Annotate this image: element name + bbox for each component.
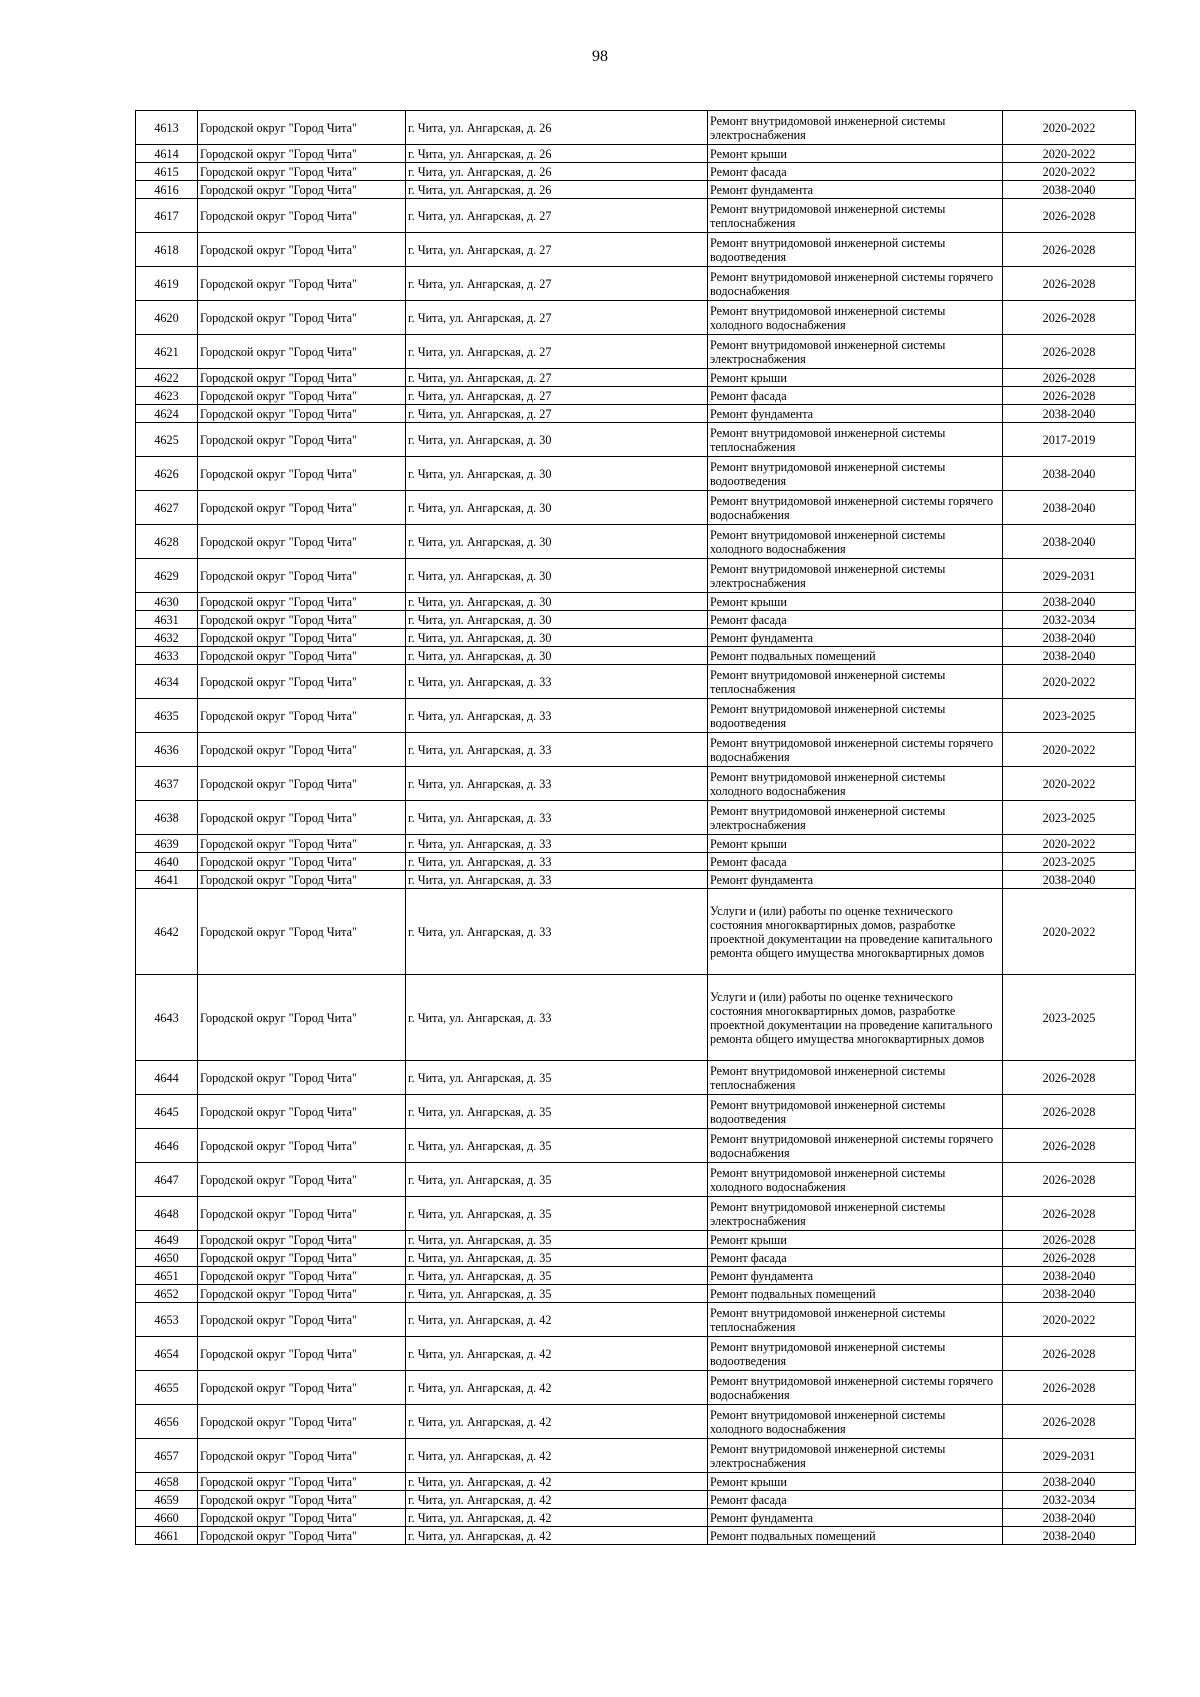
period-cell: 2026-2028: [1003, 335, 1136, 369]
work-type-cell: Ремонт внутридомовой инженерной системы водоотведения: [708, 1095, 1003, 1129]
address-cell: г. Чита, ул. Ангарская, д. 33: [406, 801, 708, 835]
period-cell: 2038-2040: [1003, 1267, 1136, 1285]
table-row: [136, 1337, 1136, 1371]
work-type-cell: Ремонт фундамента: [708, 871, 1003, 889]
table-row: [136, 871, 1136, 889]
row-number-cell: 4654: [136, 1337, 198, 1371]
row-number-cell: 4614: [136, 145, 198, 163]
municipality-cell: Городской округ "Город Чита": [198, 1303, 406, 1337]
period-cell: 2026-2028: [1003, 233, 1136, 267]
address-cell: г. Чита, ул. Ангарская, д. 26: [406, 181, 708, 199]
municipality-cell: Городской округ "Город Чита": [198, 629, 406, 647]
period-cell: 2020-2022: [1003, 733, 1136, 767]
work-type-cell: Услуги и (или) работы по оценке технического состояния многоквартирных домов, разработке проектной документации на проведение капитального ремонта общего имущества многоквартирных домов: [708, 889, 1003, 975]
work-type-cell: Ремонт крыши: [708, 369, 1003, 387]
table-row: [136, 457, 1136, 491]
municipality-cell: Городской округ "Город Чита": [198, 1491, 406, 1509]
period-cell: 2026-2028: [1003, 1095, 1136, 1129]
row-number-cell: 4657: [136, 1439, 198, 1473]
work-type-cell: Ремонт крыши: [708, 1231, 1003, 1249]
table-row: [136, 369, 1136, 387]
table-row: [136, 975, 1136, 1061]
municipality-cell: Городской округ "Город Чита": [198, 647, 406, 665]
period-cell: 2038-2040: [1003, 1509, 1136, 1527]
row-number-cell: 4635: [136, 699, 198, 733]
municipality-cell: Городской округ "Город Чита": [198, 611, 406, 629]
row-number-cell: 4630: [136, 593, 198, 611]
row-number-cell: 4618: [136, 233, 198, 267]
table-row: [136, 267, 1136, 301]
municipality-cell: Городской округ "Город Чита": [198, 1405, 406, 1439]
period-cell: 2038-2040: [1003, 1527, 1136, 1545]
municipality-cell: Городской округ "Город Чита": [198, 1129, 406, 1163]
period-cell: 2038-2040: [1003, 647, 1136, 665]
row-number-cell: 4649: [136, 1231, 198, 1249]
table-row: [136, 525, 1136, 559]
table-row: [136, 1439, 1136, 1473]
municipality-cell: Городской округ "Город Чита": [198, 559, 406, 593]
table-row: [136, 1249, 1136, 1267]
work-type-cell: Ремонт фундамента: [708, 629, 1003, 647]
address-cell: г. Чита, ул. Ангарская, д. 27: [406, 233, 708, 267]
municipality-cell: Городской округ "Город Чита": [198, 1509, 406, 1527]
period-cell: 2020-2022: [1003, 767, 1136, 801]
table-row: [136, 233, 1136, 267]
municipality-cell: Городской округ "Город Чита": [198, 835, 406, 853]
municipality-cell: Городской округ "Город Чита": [198, 871, 406, 889]
address-cell: г. Чита, ул. Ангарская, д. 26: [406, 145, 708, 163]
table-row: [136, 1231, 1136, 1249]
address-cell: г. Чита, ул. Ангарская, д. 42: [406, 1439, 708, 1473]
period-cell: 2020-2022: [1003, 1303, 1136, 1337]
address-cell: г. Чита, ул. Ангарская, д. 30: [406, 559, 708, 593]
period-cell: 2038-2040: [1003, 871, 1136, 889]
table-row: [136, 423, 1136, 457]
table-row: [136, 111, 1136, 145]
address-cell: г. Чита, ул. Ангарская, д. 30: [406, 491, 708, 525]
row-number-cell: 4624: [136, 405, 198, 423]
table-row: [136, 647, 1136, 665]
row-number-cell: 4636: [136, 733, 198, 767]
work-type-cell: Ремонт внутридомовой инженерной системы электроснабжения: [708, 801, 1003, 835]
row-number-cell: 4648: [136, 1197, 198, 1231]
period-cell: 2023-2025: [1003, 975, 1136, 1061]
work-type-cell: Ремонт внутридомовой инженерной системы горячего водоснабжения: [708, 733, 1003, 767]
address-cell: г. Чита, ул. Ангарская, д. 30: [406, 593, 708, 611]
row-number-cell: 4660: [136, 1509, 198, 1527]
work-type-cell: Ремонт внутридомовой инженерной системы холодного водоснабжения: [708, 525, 1003, 559]
work-type-cell: Ремонт внутридомовой инженерной системы водоотведения: [708, 457, 1003, 491]
period-cell: 2026-2028: [1003, 1371, 1136, 1405]
address-cell: г. Чита, ул. Ангарская, д. 42: [406, 1405, 708, 1439]
period-cell: 2023-2025: [1003, 699, 1136, 733]
work-type-cell: Ремонт внутридомовой инженерной системы электроснабжения: [708, 559, 1003, 593]
municipality-cell: Городской округ "Город Чита": [198, 491, 406, 525]
table-row: [136, 1095, 1136, 1129]
row-number-cell: 4652: [136, 1285, 198, 1303]
period-cell: 2032-2034: [1003, 1491, 1136, 1509]
municipality-cell: Городской округ "Город Чита": [198, 1231, 406, 1249]
work-type-cell: Ремонт крыши: [708, 1473, 1003, 1491]
period-cell: 2029-2031: [1003, 559, 1136, 593]
period-cell: 2026-2028: [1003, 301, 1136, 335]
municipality-cell: Городской округ "Город Чита": [198, 1163, 406, 1197]
row-number-cell: 4633: [136, 647, 198, 665]
period-cell: 2020-2022: [1003, 163, 1136, 181]
municipality-cell: Городской округ "Город Чита": [198, 525, 406, 559]
work-type-cell: Ремонт фундамента: [708, 181, 1003, 199]
municipality-cell: Городской округ "Город Чита": [198, 1197, 406, 1231]
address-cell: г. Чита, ул. Ангарская, д. 30: [406, 611, 708, 629]
address-cell: г. Чита, ул. Ангарская, д. 26: [406, 111, 708, 145]
row-number-cell: 4622: [136, 369, 198, 387]
work-type-cell: Ремонт фасада: [708, 1491, 1003, 1509]
period-cell: 2026-2028: [1003, 1337, 1136, 1371]
table-row: [136, 1509, 1136, 1527]
row-number-cell: 4631: [136, 611, 198, 629]
period-cell: 2026-2028: [1003, 1129, 1136, 1163]
table-row: [136, 387, 1136, 405]
municipality-cell: Городской округ "Город Чита": [198, 767, 406, 801]
municipality-cell: Городской округ "Город Чита": [198, 145, 406, 163]
table-row: [136, 629, 1136, 647]
period-cell: 2023-2025: [1003, 853, 1136, 871]
period-cell: 2020-2022: [1003, 145, 1136, 163]
municipality-cell: Городской округ "Город Чита": [198, 457, 406, 491]
period-cell: 2038-2040: [1003, 1473, 1136, 1491]
work-type-cell: Ремонт внутридомовой инженерной системы водоотведения: [708, 699, 1003, 733]
address-cell: г. Чита, ул. Ангарская, д. 30: [406, 629, 708, 647]
period-cell: 2026-2028: [1003, 1061, 1136, 1095]
period-cell: 2038-2040: [1003, 593, 1136, 611]
row-number-cell: 4639: [136, 835, 198, 853]
period-cell: 2026-2028: [1003, 1405, 1136, 1439]
table-row: [136, 1491, 1136, 1509]
address-cell: г. Чита, ул. Ангарская, д. 30: [406, 457, 708, 491]
table-row: [136, 835, 1136, 853]
table-row: [136, 491, 1136, 525]
municipality-cell: Городской округ "Город Чита": [198, 423, 406, 457]
municipality-cell: Городской округ "Город Чита": [198, 199, 406, 233]
row-number-cell: 4650: [136, 1249, 198, 1267]
address-cell: г. Чита, ул. Ангарская, д. 33: [406, 871, 708, 889]
address-cell: г. Чита, ул. Ангарская, д. 35: [406, 1095, 708, 1129]
period-cell: 2026-2028: [1003, 1231, 1136, 1249]
address-cell: г. Чита, ул. Ангарская, д. 35: [406, 1267, 708, 1285]
work-type-cell: Ремонт внутридомовой инженерной системы холодного водоснабжения: [708, 1405, 1003, 1439]
work-type-cell: Ремонт подвальных помещений: [708, 1285, 1003, 1303]
address-cell: г. Чита, ул. Ангарская, д. 35: [406, 1231, 708, 1249]
row-number-cell: 4627: [136, 491, 198, 525]
address-cell: г. Чита, ул. Ангарская, д. 33: [406, 889, 708, 975]
municipality-cell: Городской округ "Город Чита": [198, 733, 406, 767]
row-number-cell: 4643: [136, 975, 198, 1061]
row-number-cell: 4658: [136, 1473, 198, 1491]
work-type-cell: Ремонт фасада: [708, 1249, 1003, 1267]
work-type-cell: Ремонт внутридомовой инженерной системы холодного водоснабжения: [708, 767, 1003, 801]
work-type-cell: Ремонт внутридомовой инженерной системы горячего водоснабжения: [708, 491, 1003, 525]
period-cell: 2020-2022: [1003, 835, 1136, 853]
municipality-cell: Городской округ "Город Чита": [198, 1473, 406, 1491]
table-row: [136, 199, 1136, 233]
work-type-cell: Ремонт фундамента: [708, 1267, 1003, 1285]
table-row: [136, 1285, 1136, 1303]
table-row: [136, 1371, 1136, 1405]
row-number-cell: 4623: [136, 387, 198, 405]
address-cell: г. Чита, ул. Ангарская, д. 27: [406, 199, 708, 233]
row-number-cell: 4642: [136, 889, 198, 975]
row-number-cell: 4615: [136, 163, 198, 181]
work-type-cell: Ремонт внутридомовой инженерной системы электроснабжения: [708, 111, 1003, 145]
row-number-cell: 4638: [136, 801, 198, 835]
period-cell: 2038-2040: [1003, 457, 1136, 491]
row-number-cell: 4632: [136, 629, 198, 647]
municipality-cell: Городской округ "Город Чита": [198, 163, 406, 181]
period-cell: 2038-2040: [1003, 1285, 1136, 1303]
period-cell: 2026-2028: [1003, 267, 1136, 301]
municipality-cell: Городской округ "Город Чита": [198, 1061, 406, 1095]
address-cell: г. Чита, ул. Ангарская, д. 27: [406, 405, 708, 423]
period-cell: 2026-2028: [1003, 1163, 1136, 1197]
address-cell: г. Чита, ул. Ангарская, д. 33: [406, 699, 708, 733]
period-cell: 2038-2040: [1003, 181, 1136, 199]
work-type-cell: Ремонт фасада: [708, 387, 1003, 405]
work-type-cell: Ремонт фасада: [708, 853, 1003, 871]
row-number-cell: 4613: [136, 111, 198, 145]
work-type-cell: Ремонт внутридомовой инженерной системы водоотведения: [708, 1337, 1003, 1371]
municipality-cell: Городской округ "Город Чита": [198, 1527, 406, 1545]
address-cell: г. Чита, ул. Ангарская, д. 30: [406, 525, 708, 559]
municipality-cell: Городской округ "Город Чита": [198, 387, 406, 405]
period-cell: 2038-2040: [1003, 629, 1136, 647]
address-cell: г. Чита, ул. Ангарская, д. 35: [406, 1163, 708, 1197]
address-cell: г. Чита, ул. Ангарская, д. 33: [406, 665, 708, 699]
work-type-cell: Ремонт подвальных помещений: [708, 1527, 1003, 1545]
table-row: [136, 1303, 1136, 1337]
municipality-cell: Городской округ "Город Чита": [198, 181, 406, 199]
period-cell: 2038-2040: [1003, 405, 1136, 423]
address-cell: г. Чита, ул. Ангарская, д. 27: [406, 335, 708, 369]
table-row: [136, 405, 1136, 423]
address-cell: г. Чита, ул. Ангарская, д. 27: [406, 369, 708, 387]
period-cell: 2020-2022: [1003, 889, 1136, 975]
address-cell: г. Чита, ул. Ангарская, д. 33: [406, 975, 708, 1061]
row-number-cell: 4653: [136, 1303, 198, 1337]
table-row: [136, 767, 1136, 801]
row-number-cell: 4629: [136, 559, 198, 593]
table-row: [136, 853, 1136, 871]
period-cell: 2026-2028: [1003, 1249, 1136, 1267]
row-number-cell: 4656: [136, 1405, 198, 1439]
work-type-cell: Ремонт крыши: [708, 835, 1003, 853]
municipality-cell: Городской округ "Город Чита": [198, 1249, 406, 1267]
period-cell: 2020-2022: [1003, 665, 1136, 699]
table-row: [136, 1267, 1136, 1285]
address-cell: г. Чита, ул. Ангарская, д. 42: [406, 1473, 708, 1491]
work-type-cell: Ремонт внутридомовой инженерной системы теплоснабжения: [708, 665, 1003, 699]
table-row: [136, 733, 1136, 767]
work-type-cell: Ремонт фасада: [708, 611, 1003, 629]
address-cell: г. Чита, ул. Ангарская, д. 26: [406, 163, 708, 181]
municipality-cell: Городской округ "Город Чита": [198, 267, 406, 301]
address-cell: г. Чита, ул. Ангарская, д. 30: [406, 423, 708, 457]
address-cell: г. Чита, ул. Ангарская, д. 30: [406, 647, 708, 665]
municipality-cell: Городской округ "Город Чита": [198, 801, 406, 835]
row-number-cell: 4646: [136, 1129, 198, 1163]
period-cell: 2032-2034: [1003, 611, 1136, 629]
work-type-cell: Ремонт крыши: [708, 593, 1003, 611]
work-type-cell: Ремонт внутридомовой инженерной системы холодного водоснабжения: [708, 1163, 1003, 1197]
row-number-cell: 4640: [136, 853, 198, 871]
address-cell: г. Чита, ул. Ангарская, д. 42: [406, 1337, 708, 1371]
table-row: [136, 181, 1136, 199]
work-type-cell: Услуги и (или) работы по оценке технического состояния многоквартирных домов, разработке проектной документации на проведение капитального ремонта общего имущества многоквартирных домов: [708, 975, 1003, 1061]
period-cell: 2026-2028: [1003, 387, 1136, 405]
address-cell: г. Чита, ул. Ангарская, д. 27: [406, 387, 708, 405]
municipality-cell: Городской округ "Город Чита": [198, 1439, 406, 1473]
row-number-cell: 4617: [136, 199, 198, 233]
work-type-cell: Ремонт внутридомовой инженерной системы холодного водоснабжения: [708, 301, 1003, 335]
row-number-cell: 4625: [136, 423, 198, 457]
period-cell: 2029-2031: [1003, 1439, 1136, 1473]
municipality-cell: Городской округ "Город Чита": [198, 405, 406, 423]
work-type-cell: Ремонт внутридомовой инженерной системы теплоснабжения: [708, 1061, 1003, 1095]
work-type-cell: Ремонт подвальных помещений: [708, 647, 1003, 665]
row-number-cell: 4647: [136, 1163, 198, 1197]
municipality-cell: Городской округ "Город Чита": [198, 1267, 406, 1285]
row-number-cell: 4616: [136, 181, 198, 199]
table-row: [136, 145, 1136, 163]
row-number-cell: 4634: [136, 665, 198, 699]
row-number-cell: 4619: [136, 267, 198, 301]
address-cell: г. Чита, ул. Ангарская, д. 35: [406, 1129, 708, 1163]
address-cell: г. Чита, ул. Ангарская, д. 27: [406, 267, 708, 301]
table-row: [136, 1061, 1136, 1095]
municipality-cell: Городской округ "Город Чита": [198, 369, 406, 387]
work-type-cell: Ремонт внутридомовой инженерной системы электроснабжения: [708, 335, 1003, 369]
address-cell: г. Чита, ул. Ангарская, д. 33: [406, 767, 708, 801]
row-number-cell: 4641: [136, 871, 198, 889]
table-body: [136, 111, 1136, 1545]
row-number-cell: 4628: [136, 525, 198, 559]
repair-schedule-table: [135, 110, 1136, 1545]
work-type-cell: Ремонт внутридомовой инженерной системы теплоснабжения: [708, 423, 1003, 457]
period-cell: 2020-2022: [1003, 111, 1136, 145]
municipality-cell: Городской округ "Город Чита": [198, 233, 406, 267]
address-cell: г. Чита, ул. Ангарская, д. 42: [406, 1527, 708, 1545]
municipality-cell: Городской округ "Город Чита": [198, 111, 406, 145]
municipality-cell: Городской округ "Город Чита": [198, 853, 406, 871]
municipality-cell: Городской округ "Город Чита": [198, 889, 406, 975]
period-cell: 2026-2028: [1003, 199, 1136, 233]
address-cell: г. Чита, ул. Ангарская, д. 35: [406, 1285, 708, 1303]
period-cell: 2017-2019: [1003, 423, 1136, 457]
row-number-cell: 4655: [136, 1371, 198, 1405]
municipality-cell: Городской округ "Город Чита": [198, 699, 406, 733]
address-cell: г. Чита, ул. Ангарская, д. 35: [406, 1249, 708, 1267]
municipality-cell: Городской округ "Город Чита": [198, 1095, 406, 1129]
address-cell: г. Чита, ул. Ангарская, д. 42: [406, 1303, 708, 1337]
row-number-cell: 4620: [136, 301, 198, 335]
table-row: [136, 699, 1136, 733]
work-type-cell: Ремонт внутридомовой инженерной системы теплоснабжения: [708, 1303, 1003, 1337]
row-number-cell: 4659: [136, 1491, 198, 1509]
table-row: [136, 335, 1136, 369]
table-row: [136, 1473, 1136, 1491]
table-row: [136, 801, 1136, 835]
work-type-cell: Ремонт внутридомовой инженерной системы электроснабжения: [708, 1197, 1003, 1231]
work-type-cell: Ремонт фасада: [708, 163, 1003, 181]
work-type-cell: Ремонт внутридомовой инженерной системы теплоснабжения: [708, 199, 1003, 233]
table-row: [136, 889, 1136, 975]
work-type-cell: Ремонт внутридомовой инженерной системы горячего водоснабжения: [708, 267, 1003, 301]
table-row: [136, 301, 1136, 335]
row-number-cell: 4644: [136, 1061, 198, 1095]
table-row: [136, 1405, 1136, 1439]
period-cell: 2023-2025: [1003, 801, 1136, 835]
municipality-cell: Городской округ "Город Чита": [198, 301, 406, 335]
period-cell: 2038-2040: [1003, 525, 1136, 559]
table-row: [136, 163, 1136, 181]
row-number-cell: 4645: [136, 1095, 198, 1129]
address-cell: г. Чита, ул. Ангарская, д. 27: [406, 301, 708, 335]
work-type-cell: Ремонт внутридомовой инженерной системы электроснабжения: [708, 1439, 1003, 1473]
row-number-cell: 4661: [136, 1527, 198, 1545]
address-cell: г. Чита, ул. Ангарская, д. 42: [406, 1509, 708, 1527]
table-row: [136, 665, 1136, 699]
municipality-cell: Городской округ "Город Чита": [198, 1285, 406, 1303]
table-row: [136, 593, 1136, 611]
work-type-cell: Ремонт внутридомовой инженерной системы водоотведения: [708, 233, 1003, 267]
table-row: [136, 1163, 1136, 1197]
address-cell: г. Чита, ул. Ангарская, д. 35: [406, 1197, 708, 1231]
work-type-cell: Ремонт фундамента: [708, 405, 1003, 423]
period-cell: 2026-2028: [1003, 369, 1136, 387]
address-cell: г. Чита, ул. Ангарская, д. 35: [406, 1061, 708, 1095]
address-cell: г. Чита, ул. Ангарская, д. 33: [406, 835, 708, 853]
work-type-cell: Ремонт внутридомовой инженерной системы горячего водоснабжения: [708, 1371, 1003, 1405]
municipality-cell: Городской округ "Город Чита": [198, 1371, 406, 1405]
address-cell: г. Чита, ул. Ангарская, д. 33: [406, 733, 708, 767]
municipality-cell: Городской округ "Город Чита": [198, 975, 406, 1061]
municipality-cell: Городской округ "Город Чита": [198, 665, 406, 699]
work-type-cell: Ремонт внутридомовой инженерной системы горячего водоснабжения: [708, 1129, 1003, 1163]
address-cell: г. Чита, ул. Ангарская, д. 33: [406, 853, 708, 871]
table-row: [136, 559, 1136, 593]
table-row: [136, 1129, 1136, 1163]
work-type-cell: Ремонт крыши: [708, 145, 1003, 163]
address-cell: г. Чита, ул. Ангарская, д. 42: [406, 1371, 708, 1405]
row-number-cell: 4626: [136, 457, 198, 491]
table-row: [136, 1197, 1136, 1231]
page-number: 98: [592, 48, 608, 65]
table-row: [136, 611, 1136, 629]
municipality-cell: Городской округ "Город Чита": [198, 335, 406, 369]
row-number-cell: 4637: [136, 767, 198, 801]
table-row: [136, 1527, 1136, 1545]
address-cell: г. Чита, ул. Ангарская, д. 42: [406, 1491, 708, 1509]
row-number-cell: 4621: [136, 335, 198, 369]
municipality-cell: Городской округ "Город Чита": [198, 593, 406, 611]
row-number-cell: 4651: [136, 1267, 198, 1285]
period-cell: 2038-2040: [1003, 491, 1136, 525]
municipality-cell: Городской округ "Город Чита": [198, 1337, 406, 1371]
work-type-cell: Ремонт фундамента: [708, 1509, 1003, 1527]
period-cell: 2026-2028: [1003, 1197, 1136, 1231]
